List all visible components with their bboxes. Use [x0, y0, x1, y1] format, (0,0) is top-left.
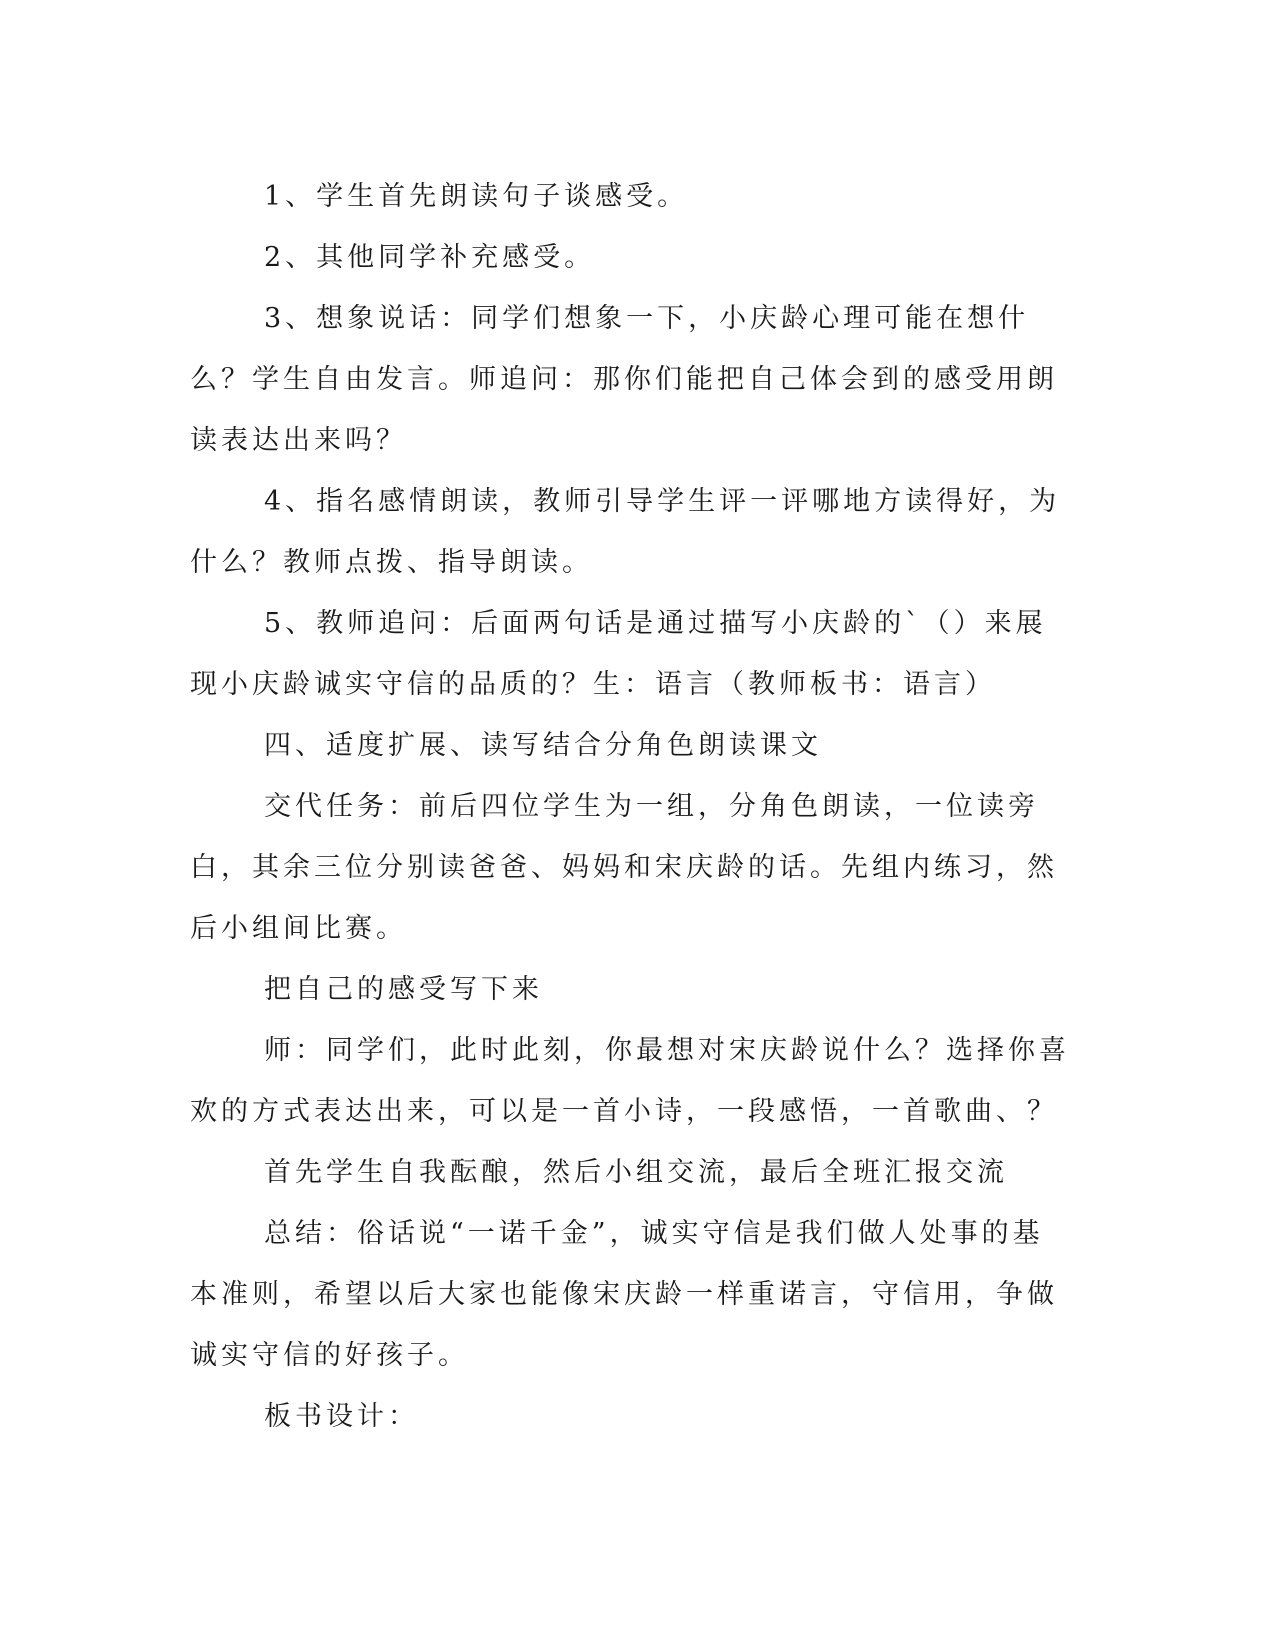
- paragraph-board-design: 板书设计：: [264, 1401, 419, 1432]
- paragraph-step-5: 5、教师追问：后面两句话是通过描写小庆龄的`（）来展现小庆龄诚实守信的品质的？生：语言（教师板书：语言）: [190, 608, 1047, 700]
- document-body: [190, 166, 1070, 1447]
- section-heading-4: 四、适度扩展、读写结合分角色朗读课文: [264, 730, 822, 761]
- paragraph-step-4: 4、指名感情朗读，教师引导学生评一评哪地方读得好，为什么？教师点拨、指导朗读。: [190, 486, 1061, 578]
- paragraph-step-2: 2、其他同学补充感受。: [264, 242, 596, 273]
- paragraph-step-3: 3、想象说话：同学们想象一下，小庆龄心理可能在想什么？学生自由发言。师追问：那你们能把自己体会到的感受用朗读表达出来吗？: [190, 303, 1058, 456]
- paragraph-task: 交代任务：前后四位学生为一组，分角色朗读，一位读旁白，其余三位分别读爸爸、妈妈和宋庆龄的话。先组内练习，然后小组间比赛。: [190, 791, 1058, 944]
- paragraph-group-exchange: 首先学生自我酝酿，然后小组交流，最后全班汇报交流: [264, 1157, 1008, 1188]
- paragraph-write-feelings: 把自己的感受写下来: [264, 974, 543, 1005]
- paragraph-teacher-prompt: 师：同学们，此时此刻，你最想对宋庆龄说什么？选择你喜欢的方式表达出来，可以是一首小诗，一段感悟，一首歌曲、？: [190, 1035, 1070, 1127]
- paragraph-step-1: 1、学生首先朗读句子谈感受。: [264, 181, 689, 212]
- paragraph-summary: 总结：俗话说“一诺千金”，诚实守信是我们做人处事的基本准则，希望以后大家也能像宋庆龄一样重诺言，守信用，争做诚实守信的好孩子。: [190, 1218, 1058, 1371]
